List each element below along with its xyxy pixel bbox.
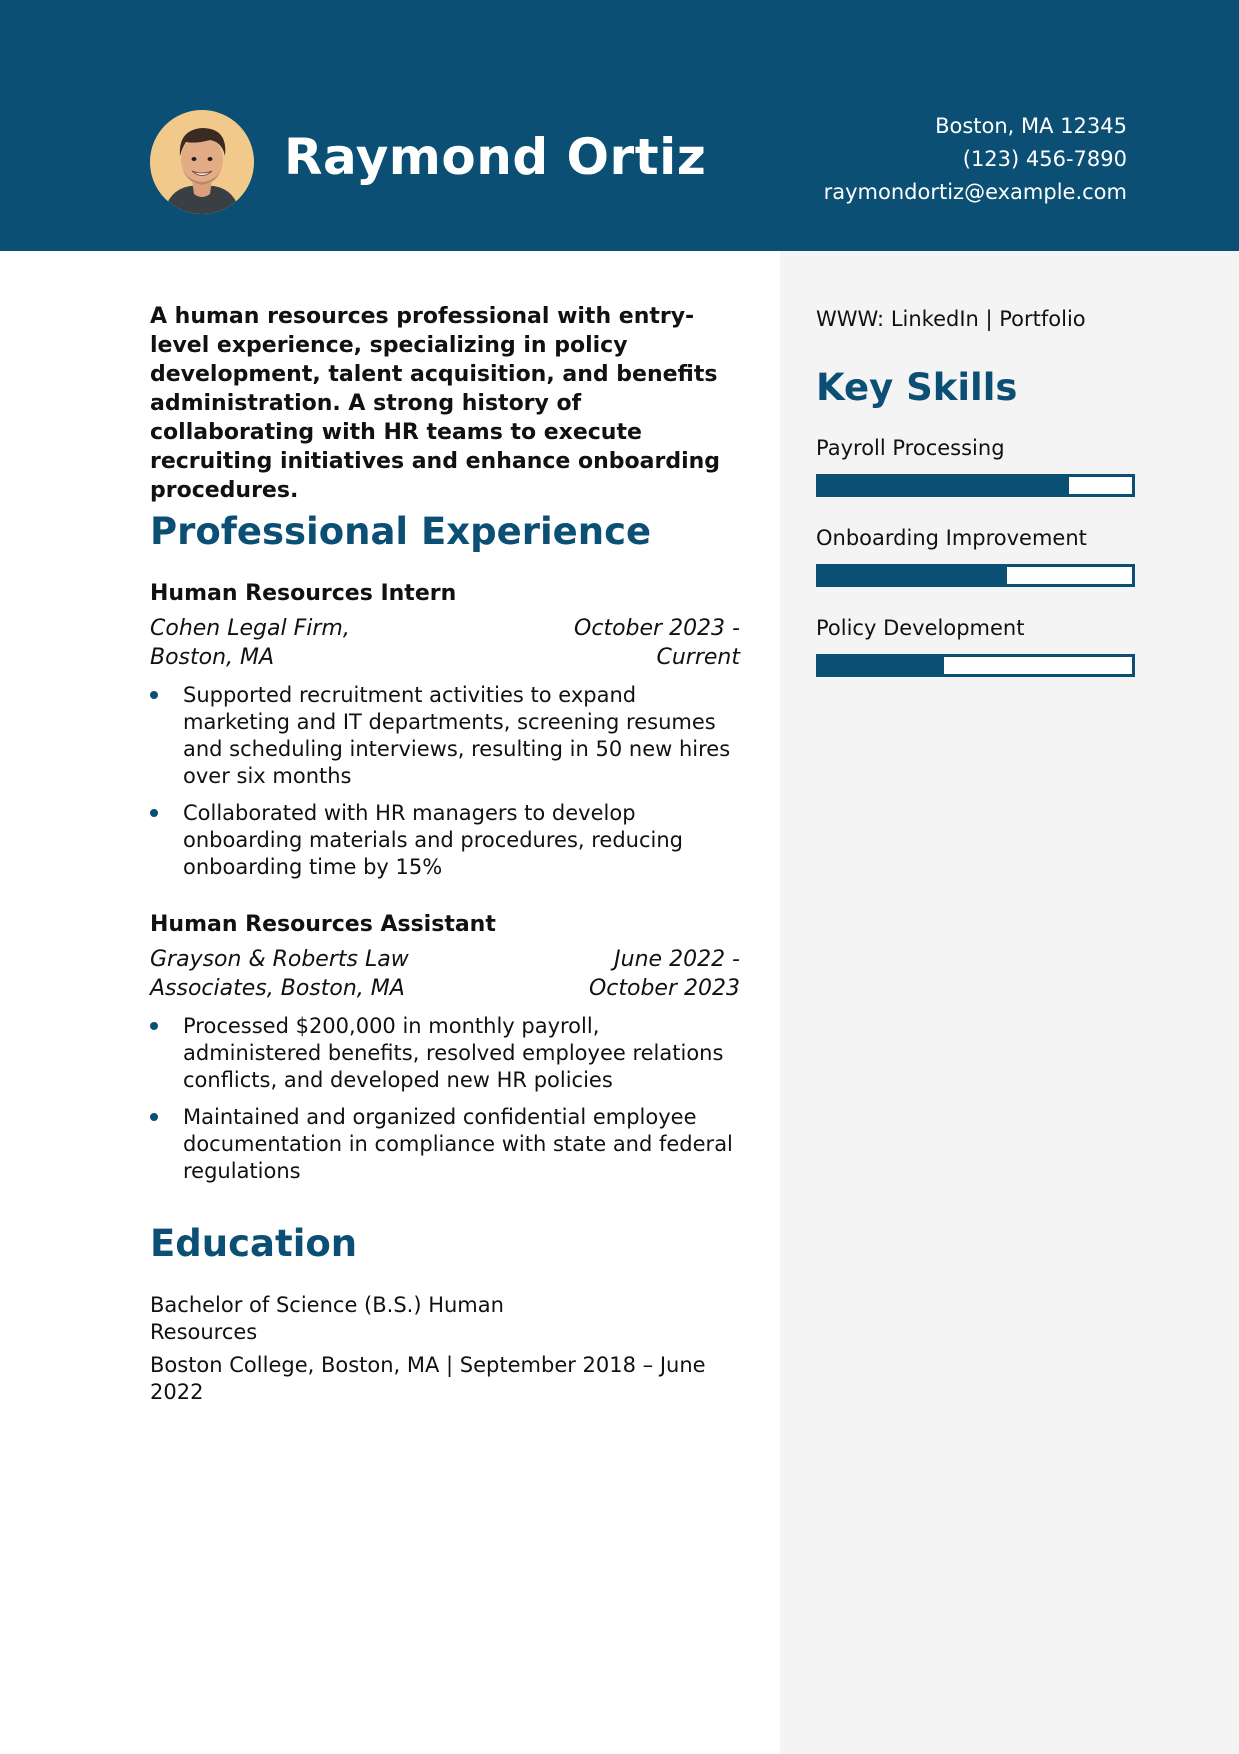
- skill-label: Policy Development: [816, 616, 1025, 640]
- job-entry: [150, 580, 740, 891]
- skill-bar-fill: [819, 567, 1007, 584]
- skill-bar-fill: [819, 657, 944, 674]
- skill-item: [816, 434, 1135, 497]
- job-meta: [150, 945, 740, 1003]
- bullet-icon: [150, 691, 158, 699]
- phone-text: (123) 456-7890: [962, 147, 1127, 171]
- bullet-icon: [150, 809, 158, 817]
- list-item: [150, 682, 740, 790]
- job-title: Human Resources Assistant: [150, 912, 496, 937]
- job-bullets: [150, 682, 740, 881]
- bullet-icon: [150, 1113, 158, 1121]
- skill-label: Payroll Processing: [816, 436, 1005, 460]
- degree-text: Bachelor of Science (B.S.) Human Resources: [150, 1293, 504, 1344]
- list-item: [150, 1104, 740, 1185]
- skill-item: [816, 524, 1135, 587]
- skill-bar: [816, 654, 1135, 677]
- skills-heading: Key Skills: [816, 366, 1018, 409]
- job-bullets: [150, 1013, 740, 1185]
- header-banner: [0, 0, 1239, 251]
- job-dates: October 2023 - Current: [574, 616, 740, 670]
- job-title: Human Resources Intern: [150, 581, 457, 606]
- bullet-text: Supported recruitment activities to expand marketing and IT departments, screening resumes and scheduling interviews, resulting in 50 new hires over six months: [183, 683, 731, 788]
- job-meta: [150, 614, 740, 672]
- skill-item: [816, 614, 1135, 677]
- education-entry: [150, 1292, 740, 1406]
- skill-label: Onboarding Improvement: [816, 526, 1087, 550]
- job-dates: June 2022 - October 2023: [588, 947, 740, 1001]
- web-links[interactable]: WWW: LinkedIn | Portfolio: [816, 307, 1086, 331]
- skill-bar: [816, 474, 1135, 497]
- list-item: [150, 800, 740, 881]
- list-item: [150, 1013, 740, 1094]
- experience-heading: Professional Experience: [150, 510, 652, 553]
- candidate-name: Raymond Ortiz: [284, 128, 707, 186]
- bullet-icon: [150, 1022, 158, 1030]
- bullet-text: Collaborated with HR managers to develop onboarding materials and procedures, reducing onboarding time by 15%: [183, 801, 683, 879]
- bullet-text: Maintained and organized confidential employee documentation in compliance with state and federal regulations: [183, 1105, 733, 1183]
- education-heading: Education: [150, 1222, 358, 1265]
- profile-photo: [150, 110, 254, 214]
- contact-info: [824, 110, 1127, 209]
- summary-text: A human resources professional with entry-level experience, specializing in policy development, talent acquisition, and benefits administration. A strong history of collaborating with HR teams to execute recruiting initiatives and enhance onboarding procedures.: [150, 304, 721, 503]
- email-text[interactable]: raymondortiz@example.com: [823, 180, 1127, 204]
- school-text: Boston College, Boston, MA | September 2018 – June 2022: [150, 1353, 706, 1404]
- job-company: Grayson & Roberts Law Associates, Boston, MA: [150, 947, 409, 1001]
- summary-block: [150, 302, 740, 505]
- job-company: Cohen Legal Firm, Boston, MA: [150, 616, 350, 670]
- bullet-text: Processed $200,000 in monthly payroll, administered benefits, resolved employee relations conflicts, and developed new HR policies: [183, 1014, 724, 1092]
- skill-bar: [816, 564, 1135, 587]
- job-entry: [150, 911, 740, 1195]
- skill-bar-fill: [819, 477, 1069, 494]
- location-text: Boston, MA 12345: [935, 114, 1127, 138]
